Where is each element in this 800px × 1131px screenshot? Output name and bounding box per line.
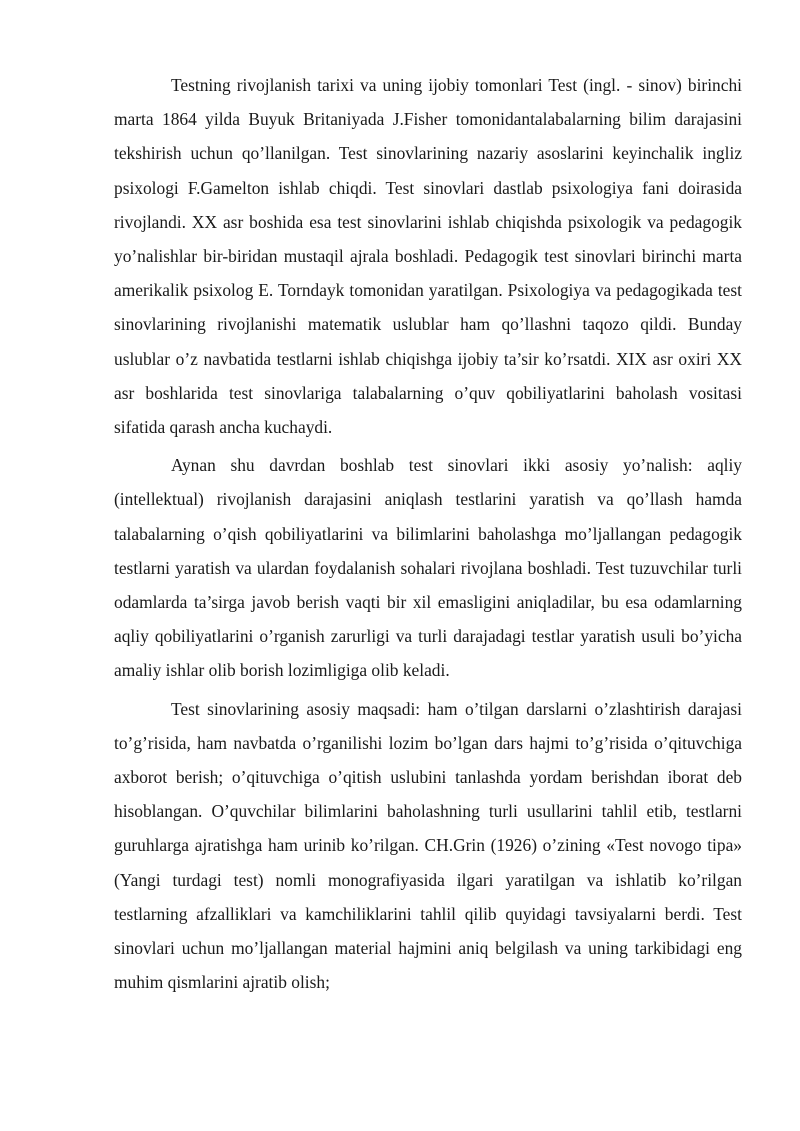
paragraph-test-directions: Aynan shu davrdan boshlab test sinovlari ikki asosiy yo’nalish: aqliy (intellektual) rivojlanish darajasini aniqlash testlarini yaratish va qo’llash hamda talabalarning o’qish qobiliyatlarini va bilimlarini baholashga mo’ljallangan pedagogik testlarni yaratish va ulardan foydalanish sohalari rivojlana boshladi. Test tuzuvchilar turli odamlarda ta’sirga javob berish vaqti bir xil emasligini aniqladilar, bu esa odamlarning aqliy qobiliyatlarini o’rganish zarurligi va turli darajadagi testlar yaratish usuli bo’yicha amaliy ishlar olib borish lozimligiga olib keladi. xyxy=(114,455,742,681)
document-page xyxy=(114,68,742,999)
paragraph-test-goals: Test sinovlarining asosiy maqsadi: ham o’tilgan darslarni o’zlashtirish darajasi to’g’risida, ham navbatda o’rganilishi lozim bo’lgan dars hajmi to’g’risida o’qituvchiga axborot berish; o’qituvchiga o’qitish uslubini tanlashda yordam berishdan iborat deb hisoblangan. O’quvchilar bilimlarini baholashning turli usullarini tahlil etib, testlarni guruhlarga ajratishga ham urinib ko’rilgan. CH.Grin (1926) o’zining «Test novogo tipa» (Yangi turdagi test) nomli monografiyasida ilgari yaratilgan va ishlatib ko’rilgan testlarning afzalliklari va kamchiliklarini tahlil qilib quyidagi tavsiyalarni berdi. Test sinovlari uchun mo’ljallangan material hajmini aniq belgilash va uning tarkibidagi eng muhim qismlarini ajratib olish; xyxy=(114,698,742,993)
paragraph-test-history: Testning rivojlanish tarixi va uning ijobiy tomonlari Test (ingl. - sinov) birinchi marta 1864 yilda Buyuk Britaniyada J.Fisher tomonidantalabalarning bilim darajasini tekshirish uchun qo’llanilgan. Test sinovlarining nazariy asoslarini keyinchalik ingliz psixologi F.Gamelton ishlab chiqdi. Test sinovlari dastlab psixologiya fani doirasida rivojlandi. XX asr boshida esa test sinovlarini ishlab chiqishda psixologik va pedagogik yo’nalishlar bir-biridan mustaqil ajrala boshladi. Pedagogik test sinovlari birinchi marta amerikalik psixolog E. Torndayk tomonidan yaratilgan. Psixologiya va pedagogikada test sinovlarining rivojlanishi matematik uslublar ham qo’llashni taqozo qildi. Bunday uslublar o’z navbatida testlarni ishlab chiqishga ijobiy ta’sir ko’rsatdi. XIX asr oxiri XX asr boshlarida test sinovlariga talabalarning o’quv qobiliyatlarini baholash vositasi sifatida qarash ancha kuchaydi. xyxy=(114,75,742,438)
